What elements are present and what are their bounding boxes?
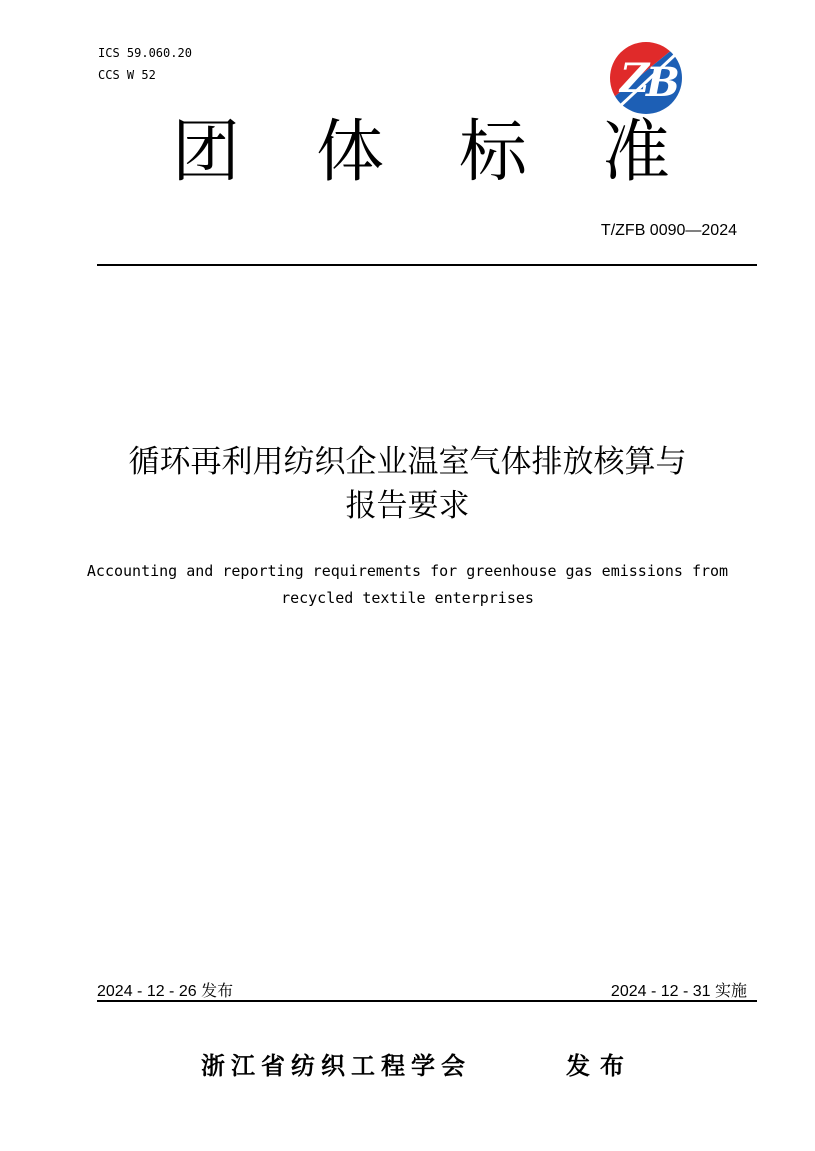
chinese-title-line-1: 循环再利用纺织企业温室气体排放核算与 — [128, 444, 687, 480]
english-title — [0, 558, 815, 612]
title-char-4: 准 — [602, 113, 671, 192]
english-title-line-2: recycled textile enterprises — [281, 589, 534, 607]
title-char-3: 标 — [459, 113, 528, 192]
document-type-title — [0, 108, 815, 198]
top-divider — [97, 264, 757, 266]
standard-number: T/ZFB 0090—2024 — [600, 222, 737, 239]
svg-text:B: B — [646, 59, 680, 106]
issue-label: 发布 — [566, 1052, 634, 1080]
bottom-divider — [97, 1000, 757, 1002]
issue-date: 2024 - 12 - 26 发布 — [97, 983, 234, 1000]
english-title-line-1: Accounting and reporting requirements for greenhouse gas emissions from — [86, 562, 729, 580]
chinese-title-line-2: 报告要求 — [345, 488, 470, 524]
ics-code: ICS 59.060.20 — [98, 46, 192, 60]
title-char-1: 团 — [172, 113, 241, 192]
chinese-title — [0, 440, 815, 528]
zb-logo — [608, 40, 684, 116]
publisher-name: 浙江省纺织工程学会 — [201, 1052, 471, 1080]
title-char-2: 体 — [316, 113, 385, 192]
classification-codes — [98, 42, 192, 86]
ccs-code: CCS W 52 — [98, 68, 156, 82]
svg-text:Z: Z — [620, 55, 650, 102]
implementation-date: 2024 - 12 - 31 实施 — [610, 983, 747, 1000]
